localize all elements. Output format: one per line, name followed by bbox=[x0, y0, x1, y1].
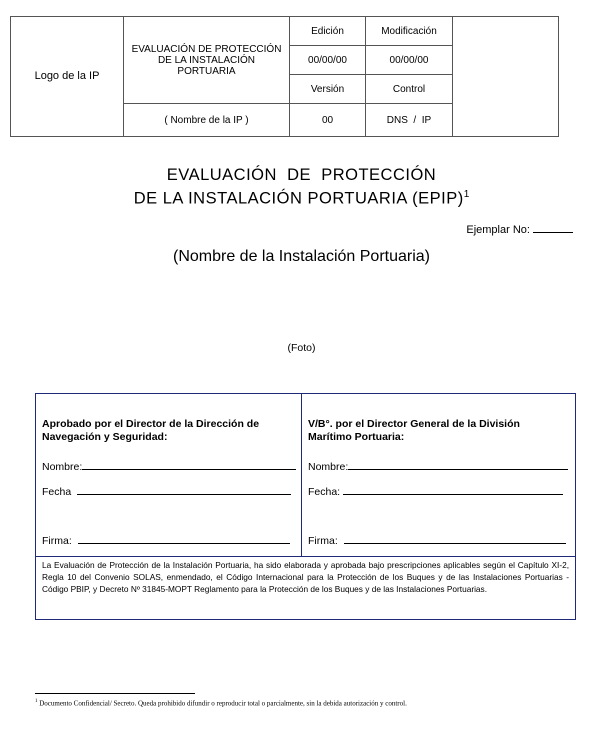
modification-value: 00/00/00 bbox=[366, 46, 453, 75]
approval-divider bbox=[36, 556, 575, 557]
footnote-number: 1 bbox=[35, 699, 38, 704]
control-value: DNS / IP bbox=[366, 104, 453, 137]
footnote bbox=[35, 699, 407, 707]
control-label: Control bbox=[366, 75, 453, 104]
approval-left-column bbox=[36, 394, 302, 556]
right-date-label: Fecha: bbox=[308, 486, 341, 498]
left-date-line bbox=[77, 484, 291, 495]
right-date-line bbox=[343, 484, 563, 495]
right-signature-field bbox=[308, 533, 566, 547]
footnote-rule bbox=[35, 693, 195, 694]
right-date-field bbox=[308, 484, 563, 498]
ejemplar-field bbox=[466, 222, 573, 236]
main-title-line-1: EVALUACIÓN DE PROTECCIÓN bbox=[166, 166, 437, 184]
approval-box bbox=[35, 393, 576, 620]
left-name-line bbox=[82, 459, 296, 470]
left-signature-label: Firma: bbox=[42, 535, 72, 547]
footnote-ref: 1 bbox=[463, 189, 470, 200]
header-doc-title: EVALUACIÓN DE PROTECCIÓN DE LA INSTALACIÓN PORTUARIA bbox=[124, 17, 290, 104]
approval-paragraph: La Evaluación de Protección de la Instalación Portuaria, ha sido elaborada y aprobada bajo prescripciones aplicables según el Capítulo XI-2, Regla 10 del Convenio SOLAS, enmendado, el Código Internacional para la Protección de los Buques y de las Instalaciones Portuarias - Código PBIP, y Decreto Nº 31845-MOPT Reglamento para la Protección de los Buques y de las Instalaciones Portuarias. bbox=[42, 560, 569, 594]
left-signature-line bbox=[78, 533, 290, 544]
right-signature-label: Firma: bbox=[308, 535, 338, 547]
approval-right-heading: V/B°. por el Director General de la División Marítimo Portuaria: bbox=[308, 418, 520, 443]
left-name-label: Nombre: bbox=[42, 461, 83, 473]
left-name-field bbox=[42, 459, 296, 473]
footnote-text: Documento Confidencial/ Secreto. Queda prohibido difundir o reproducir total o parcialmente, sin la debida autorización y control. bbox=[37, 699, 407, 708]
photo-placeholder: (Foto) bbox=[287, 342, 316, 354]
right-name-field bbox=[308, 459, 568, 473]
ejemplar-blank bbox=[533, 222, 573, 233]
ip-full-name: (Nombre de la Instalación Portuaria) bbox=[172, 248, 430, 265]
main-title-text: DE LA INSTALACIÓN PORTUARIA (EPIP) bbox=[133, 189, 464, 208]
edition-label: Edición bbox=[290, 17, 366, 46]
modification-label: Modificación bbox=[366, 17, 453, 46]
left-date-label: Fecha bbox=[42, 486, 72, 498]
right-signature-line bbox=[344, 533, 566, 544]
main-title-line-2 bbox=[0, 189, 603, 209]
edition-value: 00/00/00 bbox=[290, 46, 366, 75]
approval-right-column bbox=[302, 394, 575, 556]
right-name-label: Nombre: bbox=[308, 461, 349, 473]
left-date-field bbox=[42, 484, 291, 498]
right-name-line bbox=[348, 459, 568, 470]
left-signature-field bbox=[42, 533, 290, 547]
ejemplar-label: Ejemplar No: bbox=[466, 224, 530, 236]
logo-placeholder: Logo de la IP bbox=[11, 17, 124, 137]
header-empty-cell bbox=[453, 17, 559, 137]
version-label: Versión bbox=[290, 75, 366, 104]
header-ip-name: ( Nombre de la IP ) bbox=[124, 104, 290, 137]
approval-left-heading: Aprobado por el Director de la Dirección de Navegación y Seguridad: bbox=[42, 418, 260, 443]
document-header-table bbox=[10, 16, 559, 137]
version-value: 00 bbox=[290, 104, 366, 137]
